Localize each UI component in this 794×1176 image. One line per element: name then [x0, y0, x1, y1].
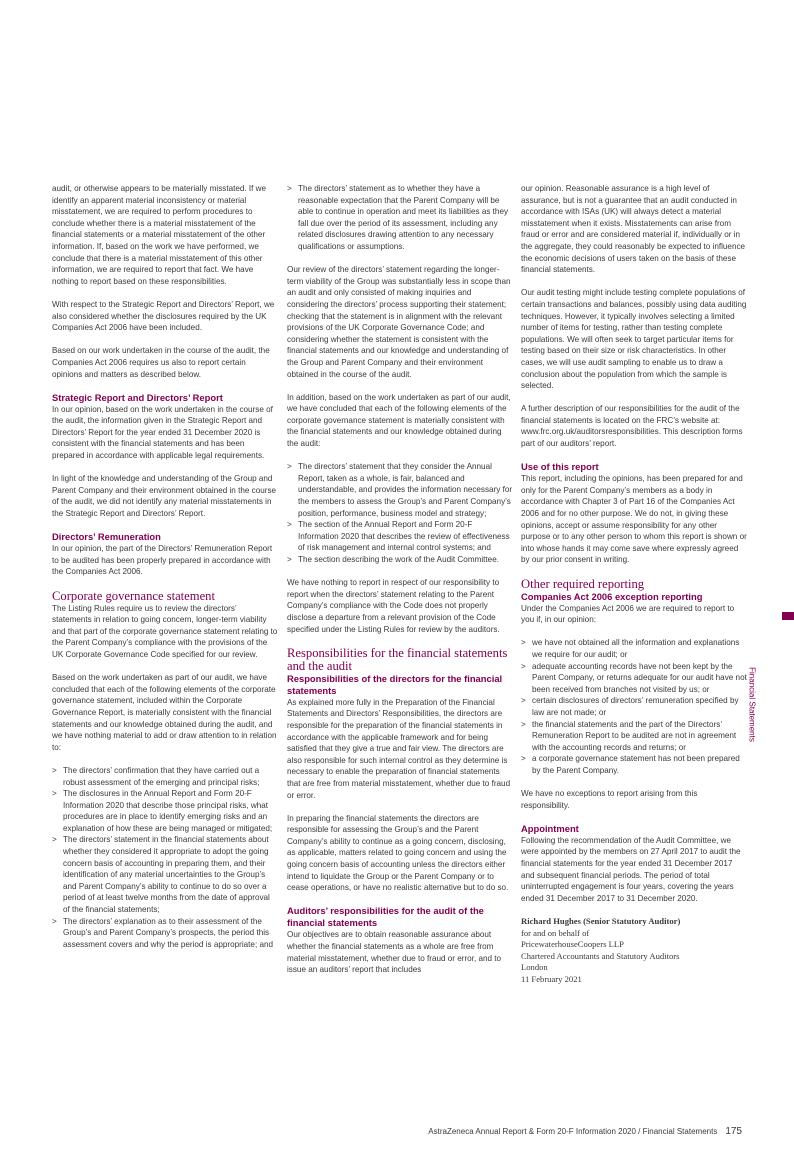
list-item: > The section describing the work of the Audit Committee. [287, 554, 513, 566]
signatory-name: Richard Hughes (Senior Statutory Auditor) [521, 916, 681, 927]
heading-use-of-report: Use of this report [521, 461, 599, 473]
list-item: > The disclosures in the Annual Report and Form 20-F Information 2020 that describe those principal risks, what procedures are in place to identify emerging risks and an explanation of how these are being managed or mitigated; [52, 788, 278, 834]
list-item: > The directors’ explanation as to their assessment of the Group’s and Parent Company’s prospects, the period this assessment covers and why the period is appropriate; and [52, 916, 278, 951]
heading-directors-remuneration: Directors’ Remuneration [52, 531, 161, 543]
page-footer [52, 1126, 742, 1137]
footer-text: AstraZeneca Annual Report & Form 20-F Information 2020 / Financial Statements [428, 1127, 718, 1136]
paragraph: In preparing the financial statements the directors are responsible for assessing the Group’s and the Parent Company’s ability to continue as a going concern, disclosing, as applicable, matters related to going concern and using the going concern basis of accounting unless the directors either intend to liquidate the Group or the Parent Company or to cease operations, or have no realistic alternative but to do so. [287, 813, 509, 893]
list-item: > adequate accounting records have not been kept by the Parent Company, or returns adequate for our audit have not been received from branches not visited by us; or [521, 661, 747, 696]
list-item: > a corporate governance statement has not been prepared by the Parent Company. [521, 753, 747, 776]
column-3 [521, 183, 747, 986]
paragraph: our opinion. Reasonable assurance is a high level of assurance, but is not a guarantee that an audit conducted in accordance with ISAs (UK) will always detect a material misstatement when it exists. Misstatements can arise from fraud or error and are considered material if, individually or in the aggregate, they could reasonably be expected to influence the economic decisions of users taken on the basis of these financial statements. [521, 184, 746, 275]
heading-strategic-report: Strategic Report and Directors’ Report [52, 391, 223, 403]
paragraph: Based on the work undertaken as part of our audit, we have concluded that each of the following elements of the corporate governance statement, included within the Corporate Governance Report, is materially consistent with the financial statements and our knowledge obtained during the audit, and we have nothing material to add or draw attention to in relation to: [52, 673, 277, 752]
paragraph: In addition, based on the work undertaken as part of our audit, we have concluded that each of the following elements of the corporate governance statement is materially consistent with the financial statements and our knowledge obtained during the audit: [287, 392, 511, 449]
paragraph: A further description of our responsibilities for the audit of the financial statements is located on the FRC’s website at: www.frc.org.uk/auditorsresponsibilities. This description forms part of our auditors’ report. [521, 404, 743, 449]
column-1 [52, 183, 278, 962]
heading-responsibilities: Responsibilities for the financial statements and the audit [287, 645, 508, 673]
list-item: > The directors’ statement as to whether they have a reasonable expectation that the Parent Company will be able to continue in operation and meet its liabilities as they fall due over the period of its assessment, including any related disclosures drawing attention to any necessary qualifications or assumptions. [287, 183, 513, 253]
heading-directors-responsibilities: Responsibilities of the directors for the financial statements [287, 672, 503, 696]
paragraph: Our audit testing might include testing complete populations of certain transactions and balances, possibly using data auditing techniques. However, it typically involves selecting a limited number of items for testing, rather than testing complete populations. We will often seek to target particular items for testing based on their size or risk characteristics. In other cases, we will use audit sampling to enable us to draw a conclusion about the population from which the sample is selected. [521, 288, 747, 391]
section-side-label: Financial Statements [747, 667, 757, 742]
list-item: > certain disclosures of directors’ remuneration specified by law are not made; or [521, 695, 747, 718]
paragraph: Following the recommendation of the Audit Committee, we were appointed by the members on 27 April 2017 to audit the financial statements for the year ended 31 December 2017 and subsequent financial periods. The period of total uninterrupted engagement is four years, covering the years ended 31 December 2017 to 31 December 2020. [521, 835, 741, 903]
list-item: > The directors’ statement in the financial statements about whether they considered it appropriate to adopt the going concern basis of accounting in preparing them, and their identification of any material uncertainties to the Group’s and Parent Company’s ability to continue to do so over a period of at least twelve months from the date of approval of the financial statements; [52, 834, 278, 915]
section-tab-marker [782, 612, 794, 620]
heading-companies-act-exception: Companies Act 2006 exception reporting [521, 590, 703, 602]
list-item: > we have not obtained all the information and explanations we require for our audit; or [521, 637, 747, 660]
paragraph: Based on our work undertaken in the course of the audit, the Companies Act 2006 requires us also to report certain opinions and matters as described below. [52, 346, 270, 379]
paragraph: We have nothing to report in respect of our responsibility to report when the directors’ statement relating to the Parent Company’s compliance with the Code does not properly disclose a departure from a relevant provision of the Code specified under the Listing Rules for review by the auditors. [287, 578, 500, 634]
signature-line: London [521, 962, 548, 973]
bullet-list [287, 183, 513, 253]
paragraph: In light of the knowledge and understanding of the Group and Parent Company and their environment obtained in the course of the audit, we did not identify any material misstatements in the Strategic Report and Directors’ Report. [52, 474, 277, 519]
paragraph: We have no exceptions to report arising from this responsibility. [521, 789, 698, 810]
list-item: > The directors’ confirmation that they have carried out a robust assessment of the emerging and principal risks; [52, 765, 278, 788]
heading-appointment: Appointment [521, 822, 579, 834]
bullet-list [52, 765, 278, 951]
paragraph: The Listing Rules require us to review the directors’ statements in relation to going concern, longer-term viability and that part of the corporate governance statement relating to the Parent Company’s compliance with the provisions of the UK Corporate Governance Code specified for our review. [52, 603, 278, 659]
heading-auditors-responsibilities: Auditors’ responsibilities for the audit of the financial statements [287, 905, 484, 929]
paragraph: Under the Companies Act 2006 we are required to report to you if, in our opinion: [521, 603, 735, 625]
list-item: > The section of the Annual Report and Form 20-F Information 2020 that describes the review of effectiveness of risk management and internal control systems; and [287, 519, 513, 554]
paragraph: This report, including the opinions, has been prepared for and only for the Parent Company’s members as a body in accordance with Chapter 3 of Part 16 of the Companies Act 2006 and for no other purpose. We do not, in giving these opinions, accept or assume responsibility for any other purpose or to any other person to whom this report is shown or into whose hands it may come save where expressly agreed by our prior consent in writing. [521, 474, 747, 565]
list-item: > the financial statements and the part of the Directors’ Remuneration Report to be audited are not in agreement with the accounting records and returns; or [521, 719, 747, 754]
signature-line: Chartered Accountants and Statutory Auditors [521, 950, 680, 961]
signature-line: 11 February 2021 [521, 974, 582, 984]
signature-line: for and on behalf of [521, 927, 590, 938]
paragraph: Our review of the directors’ statement regarding the longer-term viability of the Group was substantially less in scope than an audit and only consisted of making inquiries and considering the directors’ process supporting their statement; checking that the statement is in alignment with the relevant provisions of the UK Corporate Governance Code; and considering whether the statement is consistent with the financial statements and our knowledge and understanding of the Group and Parent Company and their environment obtained in the course of the audit. [287, 265, 511, 379]
paragraph: In our opinion, based on the work undertaken in the course of the audit, the information given in the Strategic Report and Directors’ Report for the year ended 31 December 2020 is consistent with the financial statements and has been prepared in accordance with applicable legal requirements. [52, 404, 273, 461]
heading-corporate-governance: Corporate governance statement [52, 588, 215, 603]
page-number: 175 [725, 1126, 742, 1137]
paragraph: Our objectives are to obtain reasonable assurance about whether the financial statements as a whole are free from material misstatement, whether due to fraud or error, and to issue an auditors’ report that includes [287, 930, 502, 975]
column-2 [287, 183, 513, 987]
paragraph: As explained more fully in the Preparation of the Financial Statements and Directors’ Responsibilities, the directors are responsible for the preparation of the financial statements in accordance with the applicable framework and for being satisfied that they give a true and fair view. The directors are also responsible for such internal control as they determine is necessary to enable the preparation of financial statements that are free from material misstatement, whether due to fraud or error. [287, 697, 511, 800]
bullet-list [287, 461, 513, 565]
bullet-list [521, 637, 747, 776]
signature-line: PricewaterhouseCoopers LLP [521, 939, 624, 950]
list-item: > The directors’ statement that they consider the Annual Report, taken as a whole, is fair, balanced and understandable, and provides the information necessary for the members to assess the Group’s and Parent Company’s position, performance, business model and strategy; [287, 461, 513, 519]
heading-other-required-reporting: Other required reporting [521, 576, 645, 591]
paragraph: With respect to the Strategic Report and Directors’ Report, we also considered whether the disclosures required by the UK Companies Act 2006 have been included. [52, 299, 275, 333]
paragraph: In our opinion, the part of the Directors’ Remuneration Report to be audited has been properly prepared in accordance with the Companies Act 2006. [52, 544, 273, 577]
paragraph: audit, or otherwise appears to be materially misstated. If we identify an apparent material inconsistency or material misstatement, we are required to perform procedures to conclude whether there is a material misstatement of the financial statements or a material misstatement of the other information. If, based on the work we have performed, we conclude that there is a material misstatement of this other information, we are required to report that fact. We have nothing to report based on these responsibilities. [52, 184, 267, 286]
